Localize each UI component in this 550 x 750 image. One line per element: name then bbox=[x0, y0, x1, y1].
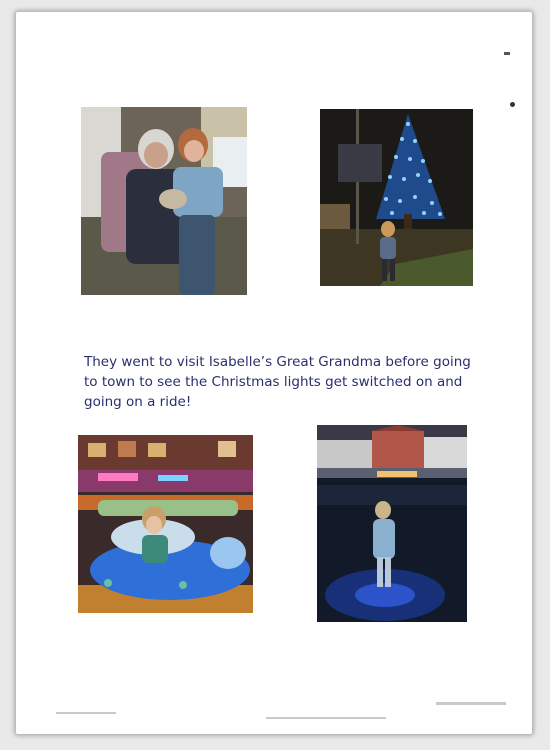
scanned-page bbox=[16, 12, 532, 734]
photo-great-grandma bbox=[81, 107, 247, 295]
page-caption: They went to visit Isabelle’s Great Grandma before going to town to see the Christmas lights get switched on and going on a ride! bbox=[84, 354, 471, 410]
photo-christmas-tree-image bbox=[320, 109, 473, 286]
scan-speck bbox=[510, 102, 515, 107]
photo-great-grandma-image bbox=[81, 107, 247, 295]
photo-christmas-tree bbox=[320, 109, 473, 286]
scan-speck bbox=[436, 702, 506, 705]
scan-speck bbox=[266, 717, 386, 719]
scan-speck bbox=[56, 712, 116, 714]
photo-town-square bbox=[317, 425, 467, 622]
photo-town-square-image bbox=[317, 425, 467, 622]
scan-speck bbox=[504, 52, 510, 55]
photo-fairground-ride-image bbox=[78, 435, 253, 613]
photo-fairground-ride bbox=[78, 435, 253, 613]
